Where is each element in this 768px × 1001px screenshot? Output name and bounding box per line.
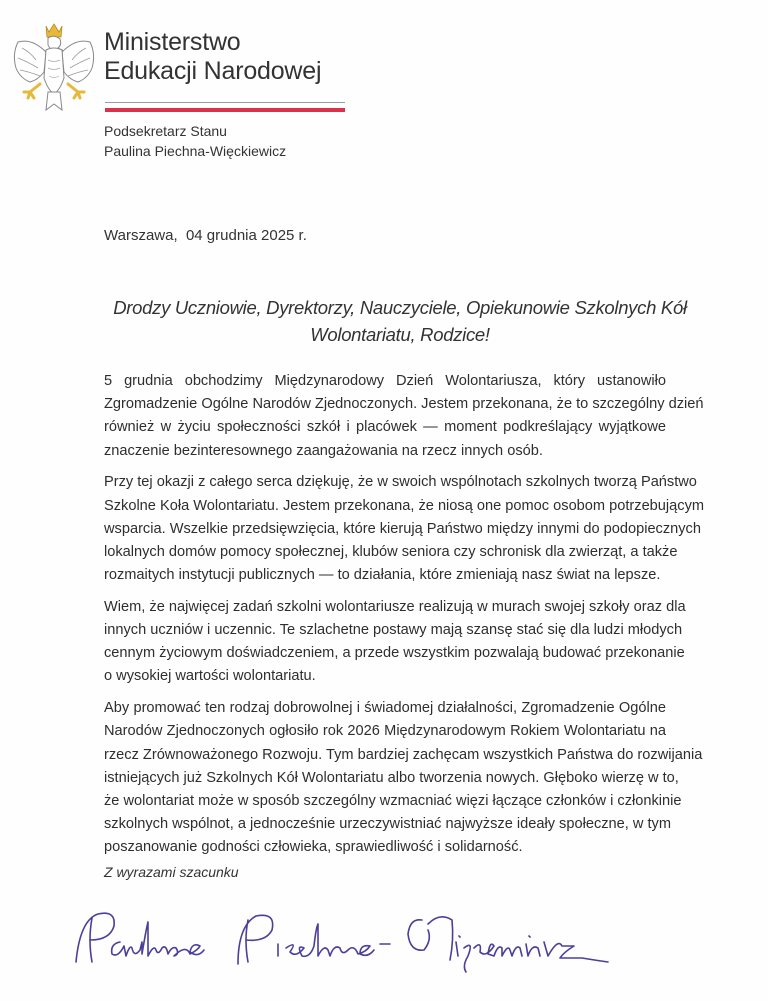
paragraph-line: o wysokiej wartości wolontariatu. bbox=[104, 668, 316, 685]
ministry-name bbox=[104, 28, 321, 86]
paragraph-3 bbox=[104, 596, 686, 689]
header-divider-red bbox=[105, 108, 345, 112]
paragraph-line: szkolnych wspólnot, a jednocześnie urzeczywistniać najwyższe ideały społeczne, w tym bbox=[104, 816, 671, 833]
paragraph-line: Narodów Zjednoczonych ogłosiło rok 2026 Międzynarodowym Rokiem Wolontariatu na bbox=[104, 723, 666, 740]
salutation-line2: Wolontariatu, Rodzice! bbox=[310, 324, 490, 345]
paragraph-line: Przy tej okazji z całego serca dziękuję, że w swoich wspólnotach szkolnych tworzą Państwo bbox=[104, 474, 697, 491]
paragraph-1 bbox=[104, 370, 704, 463]
paragraph-line: cennym życiowym doświadczeniem, a przede wszystkim pozwalają budować przekonanie bbox=[104, 645, 685, 662]
paragraph-line: znaczenie bezinteresownego zaangażowania na rzecz innych osób. bbox=[104, 442, 543, 459]
paragraph-2 bbox=[104, 471, 705, 587]
paragraph-line: rzecz Zrównoważonego Rozwoju. Tym bardziej zachęcam wszystkich Państwa do rozwijania bbox=[104, 746, 703, 763]
salutation-line1: Drodzy Uczniowie, Dyrektorzy, Nauczyciele, Opiekunowie Szkolnych Kół bbox=[113, 297, 687, 318]
paragraph-line: Szkolne Koła Wolontariatu. Jestem przekonana, że niosą one pomoc osobom potrzebującym bbox=[104, 497, 705, 514]
official-title: Podsekretarz Stanu bbox=[104, 123, 227, 139]
ministry-name-line2: Edukacji Narodowej bbox=[104, 57, 322, 85]
official-block bbox=[104, 121, 286, 161]
salutation bbox=[100, 294, 700, 348]
place-and-date: Warszawa, 04 grudnia 2025 r. bbox=[104, 227, 307, 244]
ministry-name-line1: Ministerstwo bbox=[104, 28, 241, 56]
paragraph-line: lokalnych domów pomocy społecznej, klubów seniora czy schronisk dla zwierząt, a także bbox=[104, 543, 678, 560]
paragraph-line: że wolontariat może w sposób szczególny wzmacniać więzi łączące członków i członkinie bbox=[104, 792, 682, 809]
polish-eagle-emblem-icon bbox=[10, 20, 98, 116]
paragraph-4 bbox=[104, 697, 703, 859]
letter-body bbox=[104, 370, 705, 868]
paragraph-line: rozmaitych instytucji publicznych — to działania, które zmieniają nasz świat na lepsze. bbox=[104, 567, 661, 584]
paragraph-line: poszanowanie godności człowieka, sprawiedliwość i solidarność. bbox=[104, 839, 523, 856]
closing-phrase: Z wyrazami szacunku bbox=[104, 864, 239, 880]
paragraph-line: Zgromadzenie Ogólne Narodów Zjednoczonych. Jestem przekonana, że to szczególny dzień bbox=[104, 396, 704, 413]
handwritten-signature bbox=[70, 900, 630, 980]
paragraph-line: również w życiu społeczności szkół i placówek — moment podkreślający wyjątkowe bbox=[104, 419, 666, 436]
paragraph-line: Aby promować ten rodzaj dobrowolnej i świadomej działalności, Zgromadzenie Ogólne bbox=[104, 700, 666, 717]
paragraph-line: 5 grudnia obchodzimy Międzynarodowy Dzień Wolontariusza, który ustanowiło bbox=[104, 373, 666, 389]
paragraph-line: Wiem, że najwięcej zadań szkolni wolontariusze realizują w murach swojej szkoły oraz dla bbox=[104, 598, 686, 615]
paragraph-line: istniejących już Szkolnych Kół Wolontariatu albo tworzenia nowych. Głęboko wierzę w to, bbox=[104, 769, 679, 786]
paragraph-line: wsparcia. Wszelkie przedsięwzięcia, które kierują Państwo między innymi do podopiecznych bbox=[104, 520, 701, 537]
paragraph-line: innych uczniów i uczennic. Te szlachetne postawy mają szansę stać się dla ludzi młodych bbox=[104, 622, 683, 639]
official-name: Paulina Piechna-Więckiewicz bbox=[104, 143, 287, 159]
header-divider-gray bbox=[105, 102, 345, 103]
